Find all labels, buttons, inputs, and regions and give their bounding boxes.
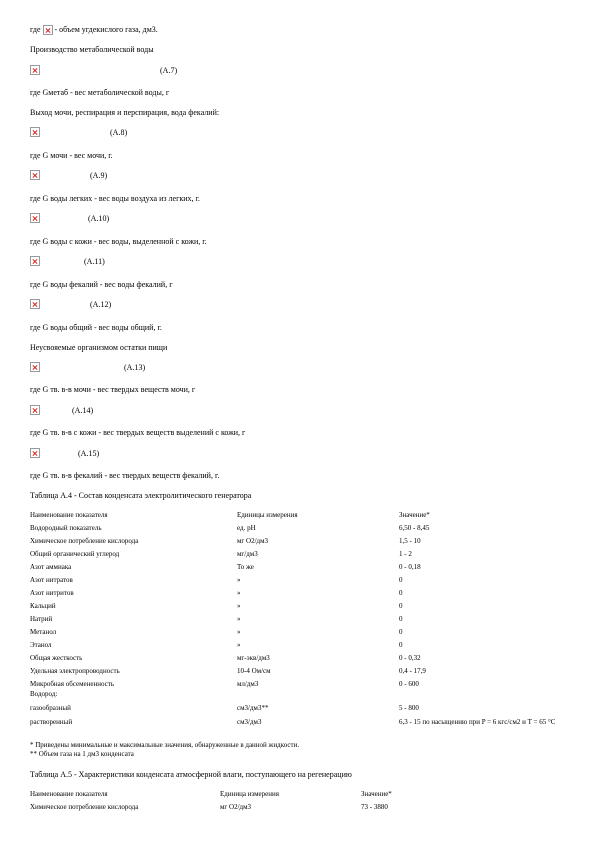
table-header xyxy=(30,790,570,801)
broken-image-icon xyxy=(30,362,40,372)
table-cell: растворенный xyxy=(30,718,73,726)
table-cell: Общий органический углерод xyxy=(30,550,120,558)
table-row xyxy=(30,615,570,626)
equation-number: (А.15) xyxy=(78,449,100,458)
table-row xyxy=(30,550,570,561)
table-cell: газообразный xyxy=(30,704,71,712)
broken-image-icon xyxy=(30,127,40,137)
table-caption: Таблица А.5 - Характеристики конденсата атмосферной влаги, поступающего на регенерацию xyxy=(30,770,352,779)
table-cell: мл/дм3 xyxy=(237,680,259,688)
table-cell: Метанол xyxy=(30,628,57,636)
table-cell: 6,3 - 15 по насыщению при P = 6 кгс/см2 и T = 65 °C xyxy=(399,718,556,726)
equation-number: (А.13) xyxy=(124,363,146,372)
table-cell: 0 xyxy=(399,641,403,649)
broken-image-icon xyxy=(30,65,40,75)
text-line: где G тв. в-в мочи - вес твердых веществ мочи, г xyxy=(30,385,196,394)
equation-number: (А.8) xyxy=(110,128,128,137)
table-cell: Водородный показатель xyxy=(30,524,102,532)
header-cell: Единица измерения xyxy=(220,790,279,798)
text: - объем угдекислого газа, дм3. xyxy=(54,25,158,34)
table-cell: Химическое потребление кислорода xyxy=(30,803,139,811)
table-note xyxy=(30,750,570,761)
table-cell: Азот нитратов xyxy=(30,576,73,584)
text-line: где Gметаб - вес метаболической воды, г xyxy=(30,88,170,97)
table-cell: 1 - 2 xyxy=(399,550,412,558)
table-row xyxy=(30,803,570,814)
table-cell: 0 xyxy=(399,576,403,584)
table-cell: » xyxy=(237,576,241,584)
equation-number: (А.11) xyxy=(84,257,105,266)
table-cell: 0 xyxy=(399,628,403,636)
equation-number: (А.7) xyxy=(160,66,178,75)
broken-image-icon xyxy=(30,170,40,180)
broken-image-icon xyxy=(30,405,40,415)
heading-line: Неусвояемые организмом остатки пищи xyxy=(30,343,168,352)
header-cell: Единицы измерения xyxy=(237,511,298,519)
table-row xyxy=(30,654,570,665)
footnote: ** Объем газа на 1 дм3 конденсата xyxy=(30,750,134,758)
text-line: где G тв. в-в фекалий - вес твердых веществ фекалий, г. xyxy=(30,471,220,480)
header-cell: Наименование показателя xyxy=(30,511,108,519)
table-cell: » xyxy=(237,602,241,610)
table-row xyxy=(30,667,570,678)
equation-number: (А.12) xyxy=(90,300,112,309)
table-cell: мг-экв/дм3 xyxy=(237,654,270,662)
table-row xyxy=(30,537,570,548)
table-cell: » xyxy=(237,589,241,597)
header-cell: Наименование показателя xyxy=(30,790,108,798)
table-cell: » xyxy=(237,615,241,623)
text-line: где G мочи - вес мочи, г. xyxy=(30,151,113,160)
table-row xyxy=(30,576,570,587)
table-row xyxy=(30,524,570,535)
text-line: где G воды с кожи - вес воды, выделенной с кожи, г. xyxy=(30,237,207,246)
header-cell: Значение* xyxy=(361,790,392,798)
text-line: где G тв. в-в с кожи - вес твердых веществ выделений с кожи, г xyxy=(30,428,246,437)
broken-image-icon xyxy=(30,448,40,458)
table-cell: 0 - 0,18 xyxy=(399,563,421,571)
header-cell: Значение* xyxy=(399,511,430,519)
table-cell: То же xyxy=(237,563,254,571)
table-row xyxy=(30,690,570,701)
table-cell: Водород: xyxy=(30,690,58,698)
table-cell: 0 xyxy=(399,602,403,610)
table-caption: Таблица А.4 - Состав конденсата электролитического генератора xyxy=(30,491,252,500)
broken-image-icon xyxy=(30,299,40,309)
table-cell: см3/дм3** xyxy=(237,704,269,712)
table-row xyxy=(30,641,570,652)
table-cell: 5 - 800 xyxy=(399,704,419,712)
table-header xyxy=(30,511,570,522)
table-row xyxy=(30,563,570,574)
table-row xyxy=(30,589,570,600)
table-cell: 73 - 3880 xyxy=(361,803,388,811)
table-cell: см3/дм3 xyxy=(237,718,262,726)
text-line xyxy=(30,25,158,35)
table-cell: 0 xyxy=(399,589,403,597)
footnote: * Приведены минимальные и максимальные значения, обнаруженные в данной жидкости. xyxy=(30,741,300,749)
table-cell: мг/дм3 xyxy=(237,550,258,558)
heading-line: Производство метаболической воды xyxy=(30,45,154,54)
table-cell: ед. pH xyxy=(237,524,256,532)
table-cell: Азот нитритов xyxy=(30,589,74,597)
text-line: где G воды легких - вес воды воздуха из легких, г. xyxy=(30,194,200,203)
table-cell: Общая жесткость xyxy=(30,654,83,662)
table-cell: Этанол xyxy=(30,641,52,649)
table-cell: Микробная обсемененность xyxy=(30,680,115,688)
table-row xyxy=(30,628,570,639)
table-row xyxy=(30,718,570,736)
text: где xyxy=(30,25,41,34)
table-cell: мг O2/дм3 xyxy=(237,537,269,545)
table-cell: 0 xyxy=(399,615,403,623)
equation-number: (А.10) xyxy=(88,214,110,223)
table-cell: 10-4 Ом/см xyxy=(237,667,271,675)
table-cell: Удельная электропроводность xyxy=(30,667,120,675)
table-row xyxy=(30,704,570,715)
table-cell: » xyxy=(237,641,241,649)
table-cell: » xyxy=(237,628,241,636)
table-cell: мг O2/дм3 xyxy=(220,803,252,811)
table-cell: 6,50 - 8,45 xyxy=(399,524,430,532)
equation-number: (А.9) xyxy=(90,171,108,180)
table-cell: Натрий xyxy=(30,615,53,623)
broken-image-icon xyxy=(30,213,40,223)
text-line: где G воды фекалий - вес воды фекалий, г xyxy=(30,280,173,289)
broken-image-icon xyxy=(43,25,53,35)
table-cell: 1,5 - 10 xyxy=(399,537,421,545)
table-cell: Азот аммиака xyxy=(30,563,72,571)
text-line: Выход мочи, респирация и перспирация, вода фекалий: xyxy=(30,108,220,117)
table-cell: 0 - 600 xyxy=(399,680,419,688)
table-cell: Химическое потребление кислорода xyxy=(30,537,139,545)
table-cell: 0 - 0,32 xyxy=(399,654,421,662)
table-row xyxy=(30,602,570,613)
table-cell: Кальций xyxy=(30,602,56,610)
table-cell: 0,4 - 17,9 xyxy=(399,667,426,675)
broken-image-icon xyxy=(30,256,40,266)
equation-number: (А.14) xyxy=(72,406,94,415)
text-line: где G воды общий - вес воды общий, г. xyxy=(30,323,162,332)
